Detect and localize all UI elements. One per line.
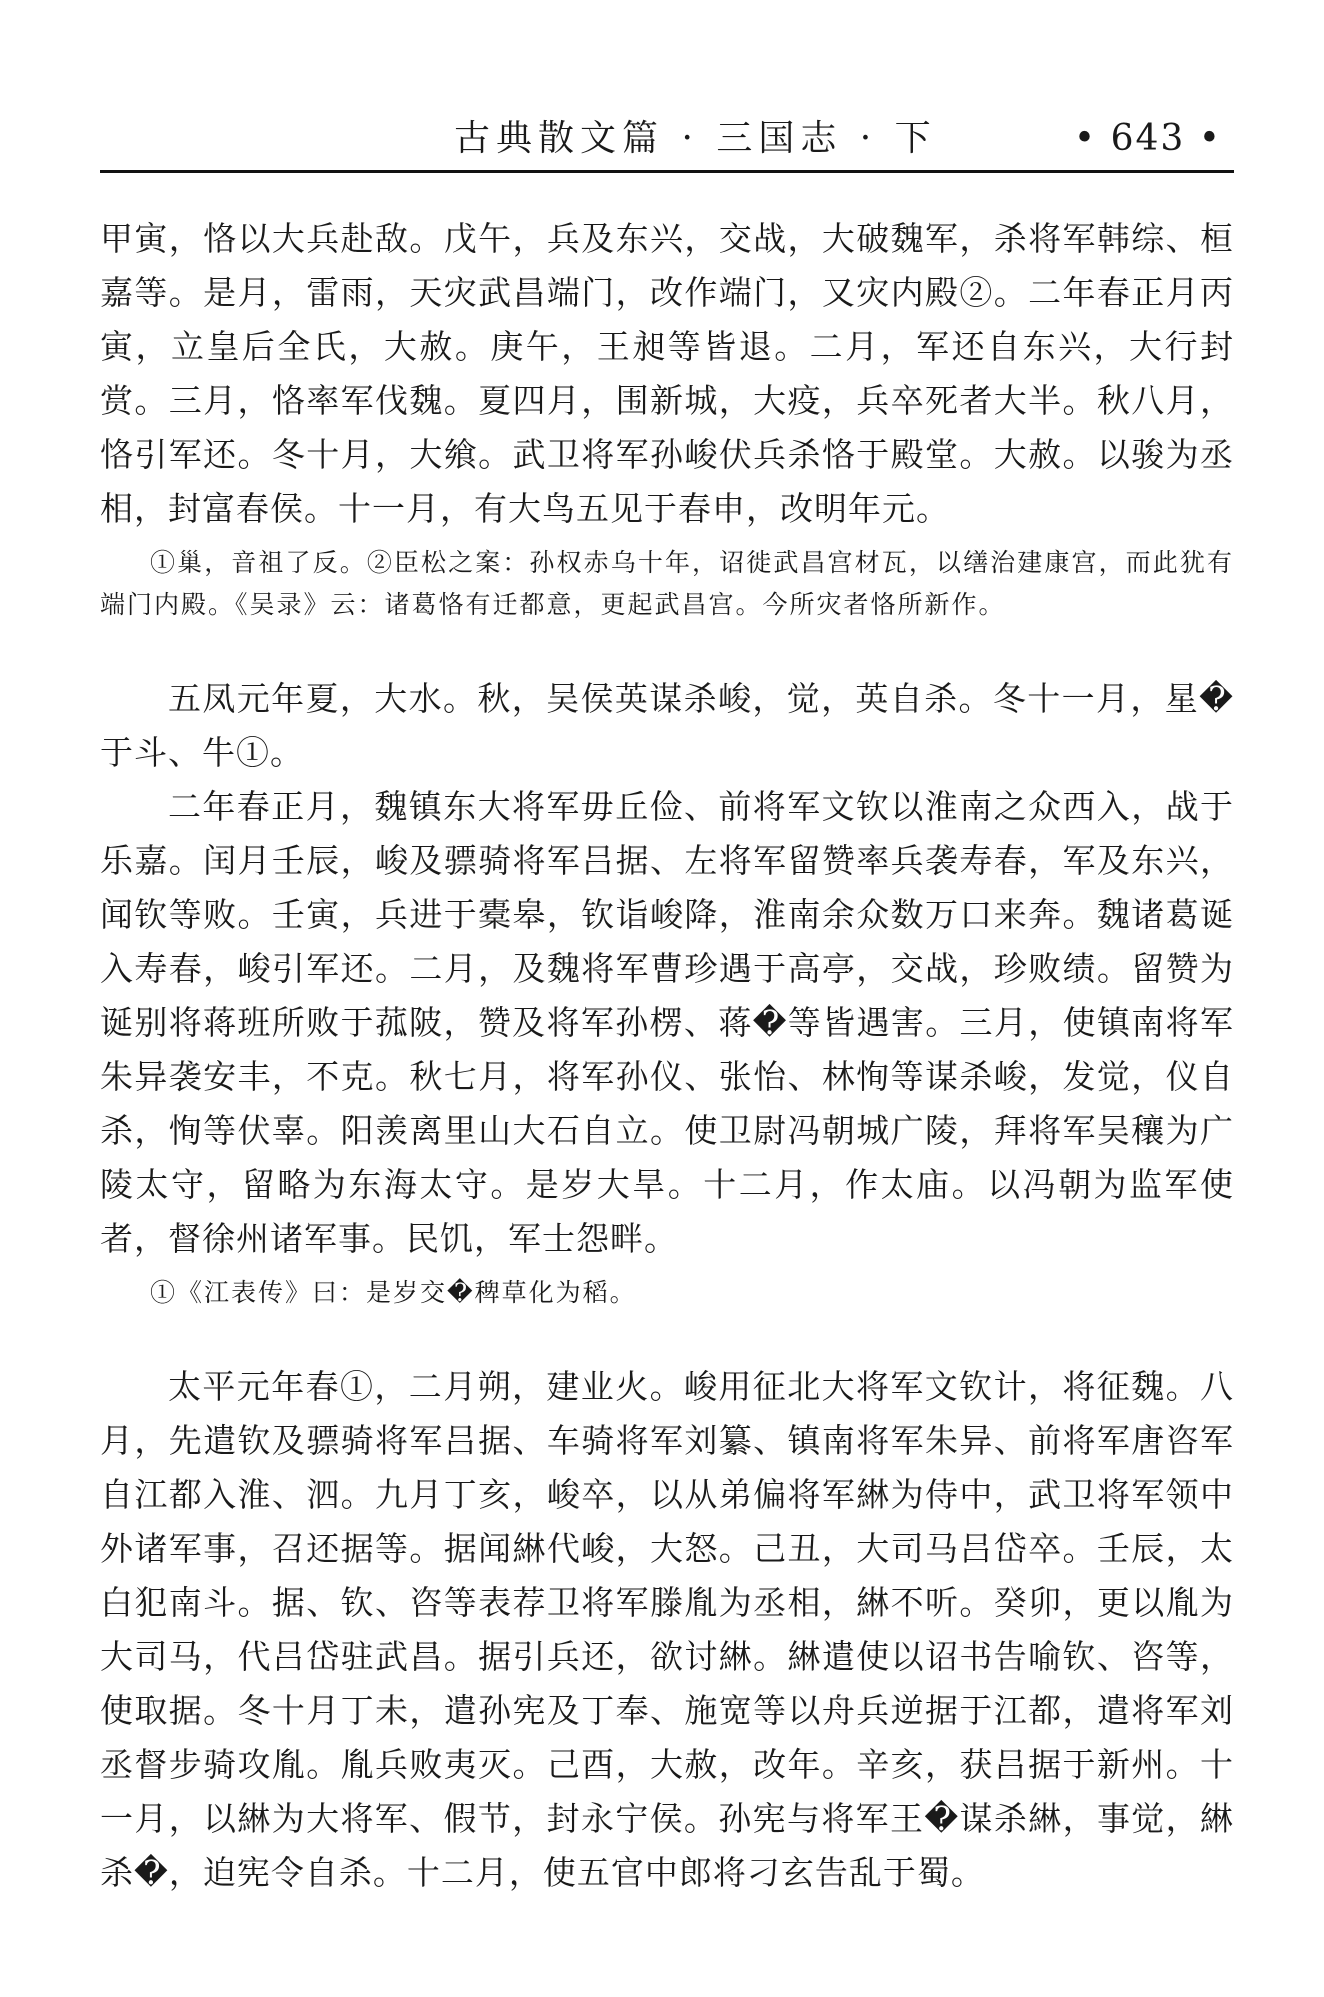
page-body: [100, 212, 1234, 1900]
footnote: ①《江表传》曰：是岁交�稗草化为稻。: [150, 1278, 637, 1307]
footnote: ①巢，音祖了反。②臣松之案：孙权赤乌十年，诏徙武昌宫材瓦，以缮治建康宫，而此犹有端门内殿。《吴录》云：诸葛恪有迁都意，更起武昌宫。今所灾者恪所新作。: [100, 548, 1234, 619]
running-header: [100, 112, 1230, 166]
paragraph: 二年春正月，魏镇东大将军毋丘俭、前将军文钦以淮南之众西入，战于乐嘉。闰月壬辰，峻及骠骑将军吕据、左将军留赞率兵袭寿春，军及东兴，闻钦等败。壬寅，兵进于橐皋，钦诣峻降，淮南余众数万口来奔。魏诸葛诞入寿春，峻引军还。二月，及魏将军曹珍遇于高亭，交战，珍败绩。留赞为诞别将蒋班所败于菰陂，赞及将军孙楞、蒋�等皆遇害。三月，使镇南将军朱异袭安丰，不克。秋七月，将军孙仪、张怡、林恂等谋杀峻，发觉，仪自杀，恂等伏辜。阳羡离里山大石自立。使卫尉冯朝城广陵，拜将军吴穰为广陵太守，留略为东海太守。是岁大旱。十二月，作太庙。以冯朝为监军使者，督徐州诸军事。民饥，军士怨畔。: [100, 787, 1234, 1258]
paragraph: 太平元年春①，二月朔，建业火。峻用征北大将军文钦计，将征魏。八月，先遣钦及骠骑将军吕据、车骑将军刘纂、镇南将军朱异、前将军唐咨军自江都入淮、泗。九月丁亥，峻卒，以从弟偏将军綝为侍中，武卫将军领中外诸军事，召还据等。据闻綝代峻，大怒。己丑，大司马吕岱卒。壬辰，太白犯南斗。据、钦、咨等表荐卫将军滕胤为丞相，綝不听。癸卯，更以胤为大司马，代吕岱驻武昌。据引兵还，欲讨綝。綝遣使以诏书告喻钦、咨等，使取据。冬十月丁未，遣孙宪及丁奉、施宽等以舟兵逆据于江都，遣将军刘丞督步骑攻胤。胤兵败夷灭。己酉，大赦，改年。辛亥，获吕据于新州。十一月，以綝为大将军、假节，封永宁侯。孙宪与将军王�谋杀綝，事觉，綝杀�，迫宪令自杀。十二月，使五官中郎将刁玄告乱于蜀。: [100, 1367, 1234, 1892]
header-rule: [100, 170, 1234, 173]
section-gap: [100, 626, 1234, 672]
paragraph: 五凤元年夏，大水。秋，吴侯英谋杀峻，觉，英自杀。冬十一月，星�于斗、牛①。: [100, 679, 1234, 772]
section-gap: [100, 1314, 1234, 1360]
page-number: • 643 •: [1073, 118, 1222, 159]
paragraph: 甲寅，恪以大兵赴敌。戊午，兵及东兴，交战，大破魏军，杀将军韩综、桓嘉等。是月，雷雨，天灾武昌端门，改作端门，又灾内殿②。二年春正月丙寅，立皇后全氏，大赦。庚午，王昶等皆退。二月，军还自东兴，大行封赏。三月，恪率军伐魏。夏四月，围新城，大疫，兵卒死者大半。秋八月，恪引军还。冬十月，大飨。武卫将军孙峻伏兵杀恪于殿堂。大赦。以骏为丞相，封富春侯。十一月，有大鸟五见于春申，改明年元。: [100, 219, 1234, 528]
header-title: 古典散文篇 · 三国志 · 下: [454, 118, 937, 159]
